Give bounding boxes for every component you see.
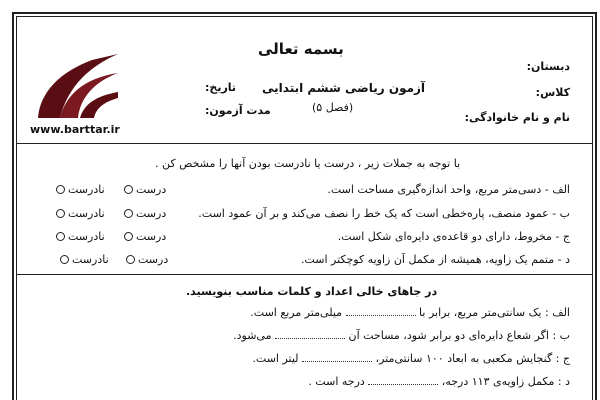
fill-question-text: ب : اگر شعاع دایره‌ای دو برابر شود، مساحت آن	[348, 329, 570, 342]
fill-question-text: د : مکمل زاویه‌ی ۱۱۳ درجه،	[441, 375, 570, 388]
section-divider	[17, 274, 592, 275]
answer-blank[interactable]	[302, 353, 372, 362]
tf-question-1: الف - دسی‌متر مربع، واحد اندازه‌گیری مساحت است.	[327, 183, 570, 196]
class-label: کلاس:	[535, 86, 570, 99]
true-radio[interactable]	[124, 232, 133, 241]
tf-question-2: ب - عمود منصف، پاره‌خطی است که یک خط را نصف می‌کند و بر آن عمود است.	[198, 207, 570, 220]
section1-instruction: با توجه به جملات زیر ، درست یا نادرست بودن آنها را مشخص کن .	[155, 157, 461, 170]
tf-question-4: د - متمم یک زاویه، همیشه از مکمل آن زاویه کوچکتر است.	[300, 253, 570, 266]
false-label: نادرست	[68, 183, 105, 196]
false-radio[interactable]	[56, 185, 65, 194]
fill-question-text: ج : گنجایش مکعبی به ابعاد ۱۰۰ سانتی‌متر،	[375, 352, 570, 365]
false-radio[interactable]	[60, 255, 69, 264]
false-label: نادرست	[72, 253, 109, 266]
true-label: درست	[136, 230, 167, 243]
true-label: درست	[136, 183, 167, 196]
answer-blank[interactable]	[275, 330, 345, 339]
fill-question-1	[250, 306, 570, 319]
fill-question-2	[233, 329, 570, 342]
school-label: دبستان:	[526, 60, 570, 73]
barttar-logo	[30, 52, 120, 120]
fill-question-text: میلی‌متر مربع است.	[250, 306, 343, 319]
true-radio[interactable]	[124, 209, 133, 218]
fill-question-4	[308, 375, 570, 388]
website-url: www.barttar.ir	[30, 123, 120, 136]
fill-question-text: لیتر است.	[252, 352, 299, 365]
fill-question-text: می‌شود.	[233, 329, 272, 342]
student-name-label: نام و نام خانوادگی:	[464, 111, 570, 124]
true-radio[interactable]	[124, 185, 133, 194]
true-label: درست	[138, 253, 169, 266]
section2-instruction: در جاهای خالی اعداد و کلمات مناسب بنویسید.	[186, 285, 438, 298]
page-title: بسمه تعالی	[258, 40, 344, 58]
fill-question-3	[252, 352, 570, 365]
answer-blank[interactable]	[346, 307, 416, 316]
false-label: نادرست	[68, 230, 105, 243]
exam-title: آزمون ریاضی ششم ابتدایی	[262, 81, 426, 95]
chapter-label: (فصل ۵)	[312, 101, 354, 114]
exam-duration-label: مدت آزمون:	[205, 104, 271, 117]
fill-question-text: درجه است .	[308, 375, 365, 388]
true-radio[interactable]	[126, 255, 135, 264]
answer-blank[interactable]	[368, 376, 438, 385]
fill-question-text: الف : یک سانتی‌متر مربع، برابر با	[419, 306, 570, 319]
date-label: تاریخ:	[205, 81, 237, 94]
false-radio[interactable]	[56, 209, 65, 218]
header-divider	[17, 143, 592, 144]
false-label: نادرست	[68, 207, 105, 220]
false-radio[interactable]	[56, 232, 65, 241]
true-label: درست	[136, 207, 167, 220]
tf-question-3: ج - مخروط، دارای دو قاعده‌ی دایره‌ای شکل است.	[337, 230, 570, 243]
